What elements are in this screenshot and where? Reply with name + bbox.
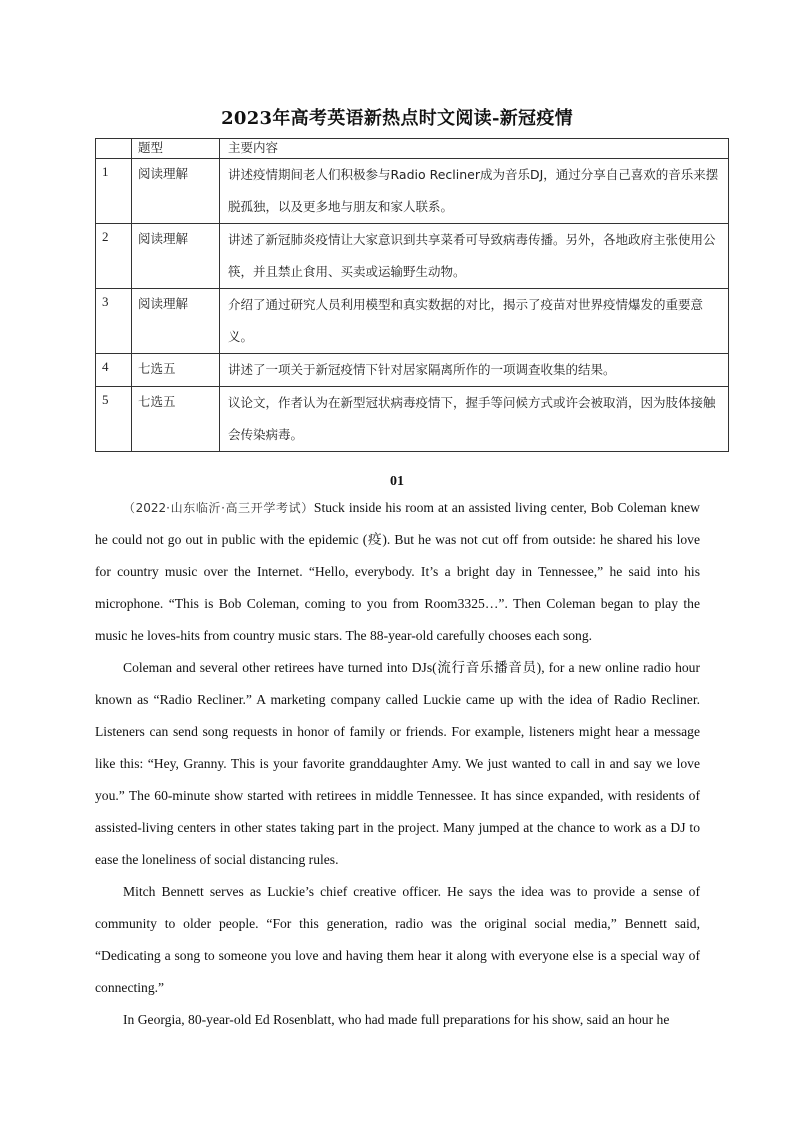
- header-cell-num: [96, 139, 132, 159]
- row-type: 七选五: [132, 354, 220, 387]
- row-content: 讲述疫情期间老人们积极参与Radio Recliner成为音乐DJ，通过分享自己喜欢的音乐来摆脱孤独，以及更多地与朋友和家人联系。: [220, 159, 729, 224]
- table-row: [96, 354, 729, 387]
- row-num: 5: [96, 387, 132, 452]
- paragraph-1: [95, 492, 700, 652]
- row-type: 阅读理解: [132, 224, 220, 289]
- paragraph-4: In Georgia, 80-year-old Ed Rosenblatt, who had made full preparations for his show, said an hour he: [123, 1012, 670, 1027]
- header-cell-content: 主要内容: [220, 139, 729, 159]
- table-row: [96, 224, 729, 289]
- paragraph-1-text: Stuck inside his room at an assisted living center, Bob Coleman knew he could not go out in public with the epidemic (疫). But he was not cut off from outside: he shared his love for country music over the Internet. “Hello, everybody. It’s a bright day in Tennessee,” he said into his microphone. “This is Bob Coleman, coming to you from Room3325…”. Then Coleman began to play the music he loves-hits from country music stars. The 88-year-old carefully chooses each song.: [95, 500, 701, 643]
- paragraph-2: Coleman and several other retirees have turned into DJs(流行音乐播音员), for a new online radio hour known as “Radio Recliner.” A marketing company called Luckie came up with the idea of Radio Recliner. Listeners can send song requests in honor of family or friends. For example, listeners might hear a message like this: “Hey, Granny. This is your favorite granddaughter Amy. We just wanted to call in and say we love you.” The 60-minute show started with retirees in middle Tennessee. It has since expanded, with residents of assisted-living centers in other states taking part in the project. Many jumped at the chance to work as a DJ to ease the loneliness of social distancing rules.: [95, 660, 700, 867]
- row-num: 1: [96, 159, 132, 224]
- article-body: [95, 492, 700, 1036]
- table-row: [96, 289, 729, 354]
- row-content: 议论文，作者认为在新型冠状病毒疫情下，握手等问候方式或许会被取消，因为肢体接触会传染病毒。: [220, 387, 729, 452]
- row-num: 2: [96, 224, 132, 289]
- table-header-row: [96, 139, 729, 159]
- row-type: 阅读理解: [132, 289, 220, 354]
- table-row: [96, 159, 729, 224]
- table-row: [96, 387, 729, 452]
- row-num: 4: [96, 354, 132, 387]
- document-title: 2023年高考英语新热点时文阅读-新冠疫情: [221, 108, 573, 129]
- row-content: 讲述了一项关于新冠疫情下针对居家隔离所作的一项调查收集的结果。: [220, 354, 729, 387]
- source-note: （2022·山东临沂·高三开学考试）: [123, 501, 314, 515]
- summary-table: [95, 138, 729, 452]
- header-cell-type: 题型: [132, 139, 220, 159]
- row-content: 讲述了新冠肺炎疫情让大家意识到共享菜肴可导致病毒传播。另外，各地政府主张使用公筷，并且禁止食用、买卖或运输野生动物。: [220, 224, 729, 289]
- row-type: 七选五: [132, 387, 220, 452]
- row-num: 3: [96, 289, 132, 354]
- section-number: 01: [390, 474, 404, 489]
- paragraph-3: Mitch Bennett serves as Luckie’s chief creative officer. He says the idea was to provide a sense of community to older people. “For this generation, radio was the original social media,” Bennett said, “Dedicating a song to someone you love and having them hear it along with everyone else is a special way of connecting.”: [95, 884, 700, 995]
- row-type: 阅读理解: [132, 159, 220, 224]
- row-content: 介绍了通过研究人员利用模型和真实数据的对比，揭示了疫苗对世界疫情爆发的重要意义。: [220, 289, 729, 354]
